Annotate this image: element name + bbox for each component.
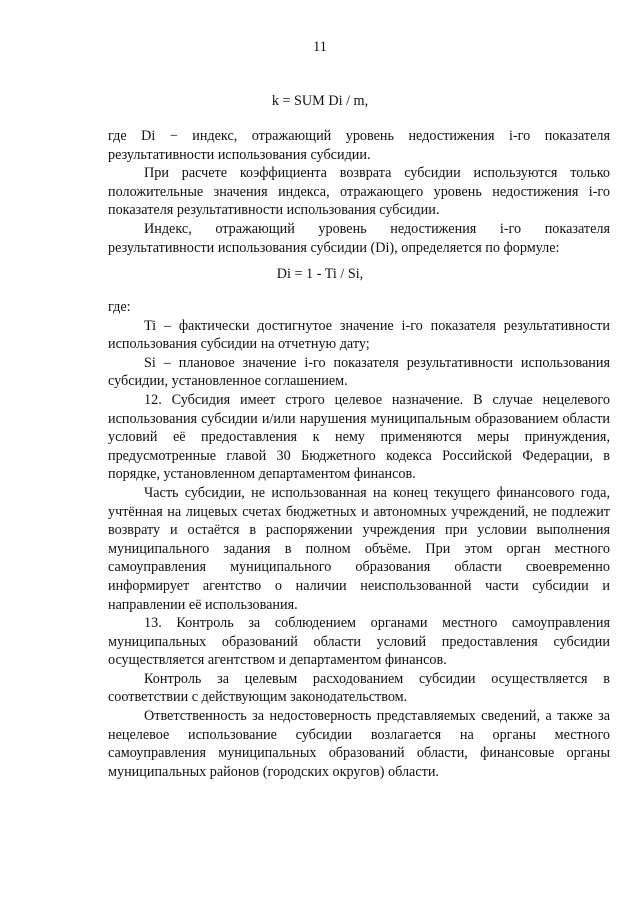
formula-di: Di = 1 - Ti / Si, xyxy=(276,266,364,282)
paragraph-positive-values: При расчете коэффициента возврата субсидии используются только положительные значения индекса, отражающего уровень недостижения i-го показателя результативности использования субсидии. xyxy=(108,165,610,219)
paragraph-responsibility: Ответственность за недостоверность представляемых сведений, а также за нецелевое использование субсидии возлагается на органы местного самоуправления муниципальных образований области, финансовые органы муниципальных районов (городских округов) области. xyxy=(108,708,610,780)
paragraph-si-definition: Si – плановое значение i-го показателя результативности использования субсидии, установленное соглашением. xyxy=(108,354,610,390)
paragraph-where: где: xyxy=(108,299,131,315)
paragraph-unused-subsidy: Часть субсидии, не использованная на конец текущего финансового года, учтённая на лицевых счетах бюджетных и автономных учреждений, не подлежит возврату и остаётся в распоряжении учреждения при условии выполнения муниципального задания в полном объёме. При этом орган местного самоуправления муниципального образования области своевременно информирует агентство о наличии неиспользованной части субсидии и направлении её использования. xyxy=(108,484,610,613)
formula-k: k = SUM Di / m, xyxy=(271,93,369,109)
paragraph-item-13: 13. Контроль за соблюдением органами местного самоуправления муниципальных образований области условий предоставления субсидии осуществляется агентством и департаментом финансов. xyxy=(108,615,610,669)
paragraph-target-control: Контроль за целевым расходованием субсидии осуществляется в соответствии с действующим законодательством. xyxy=(108,670,610,706)
text-block-1 xyxy=(108,127,610,257)
page-number: 11 xyxy=(313,39,327,55)
paragraph-where-di: где Di − индекс, отражающий уровень недостижения i-го показателя результативности использования субсидии. xyxy=(108,128,610,163)
paragraph-index-formula: Индекс, отражающий уровень недостижения i-го показателя результативности использования субсидии (Di), определяется по формуле: xyxy=(108,220,610,256)
paragraph-ti-definition: Ti – фактически достигнутое значение i-го показателя результативности использования субсидии на отчетную дату; xyxy=(108,317,610,353)
paragraph-item-12: 12. Субсидия имеет строго целевое назначение. В случае нецелевого использования субсидии и/или нарушения муниципальным образованием области условий её предоставления к нему применяются меры принуждения, предусмотренные главой 30 Бюджетного кодекса Российской Федерации, в порядке, установленном департаментом финансов. xyxy=(108,391,610,483)
text-block-2 xyxy=(108,298,610,781)
